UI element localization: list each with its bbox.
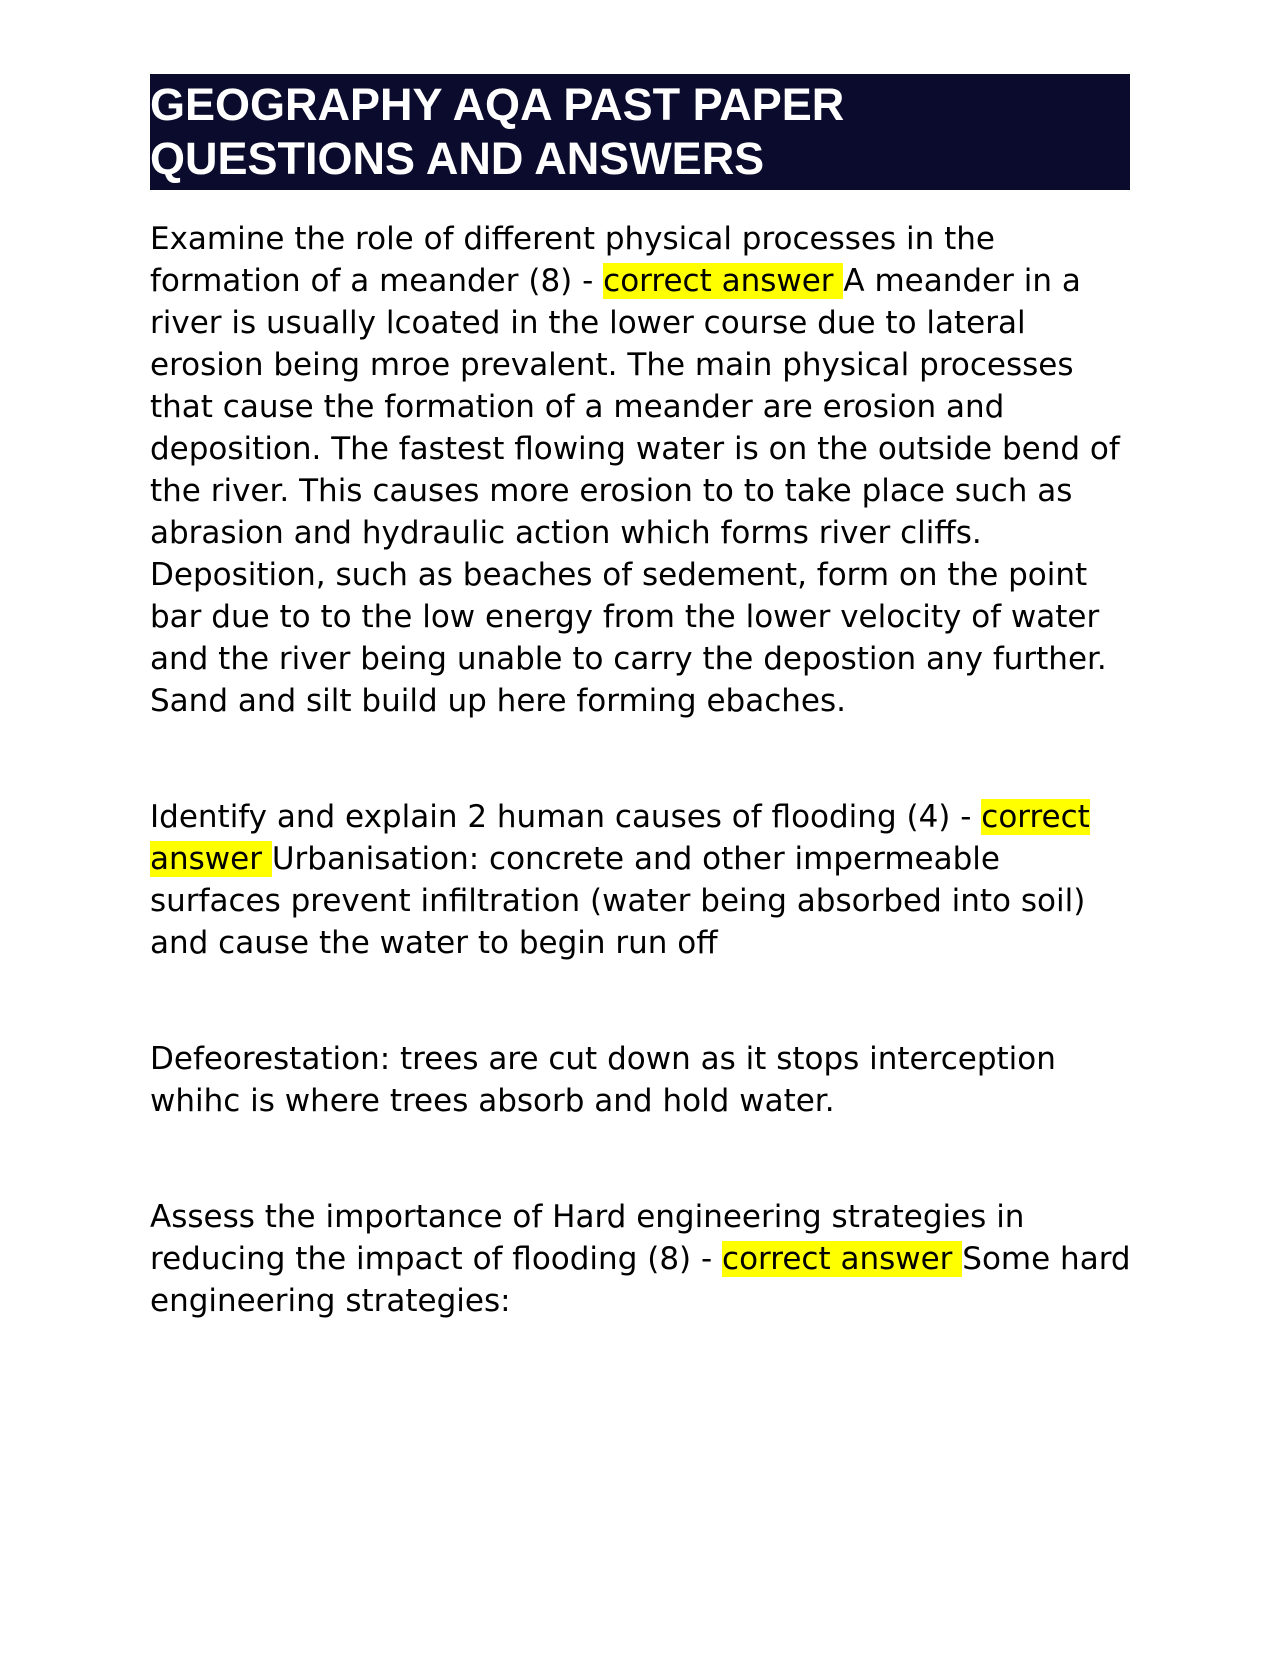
answer-2-continued: Defeorestation: trees are cut down as it stops interception whihc is where trees absorb and hold water. [150,1041,1056,1119]
question-1 [150,218,1135,722]
correct-answer-highlight-3: correct answer [722,1241,963,1277]
document-page [150,74,1130,1322]
question-3 [150,1196,1135,1322]
question-2-text: Identify and explain 2 human causes of flooding (4) - [150,799,982,835]
title-line-2: QUESTIONS AND ANSWERS [150,133,765,184]
answer-3-text: Some hard engineering strategies: [150,1241,1131,1319]
title-line-1: GEOGRAPHY AQA PAST PAPER [150,79,845,130]
question-2 [150,796,1135,964]
correct-answer-highlight-2: correct answer [150,799,1090,877]
question-3-text: Assess the importance of Hard engineering strategies in reducing the impact of flooding (8) - [150,1199,1025,1277]
answer-2-text: Urbanisation: concrete and other impermeable surfaces prevent infiltration (water being absorbed into soil) and cause the water to begin run off [150,841,1086,961]
question-1-text: Examine the role of different physical processes in the formation of a meander (8) - [150,221,995,299]
answer-1-text: A meander in a river is usually lcoated in the lower course due to lateral erosion being mroe prevalent. The main physical processes that cause the formation of a meander are erosion and deposition. The fastest flowing water is on the outside bend of the river. This causes more erosion to to take place such as abrasion and hydraulic action which forms river cliffs. Deposition, such as beaches of sedement, form on the point bar due to to the low energy from the lower velocity of water and the river being unable to carry the depostion any further. Sand and silt build up here forming ebaches. [150,263,1120,719]
correct-answer-highlight-1: correct answer [603,263,844,299]
document-title [150,74,1130,190]
